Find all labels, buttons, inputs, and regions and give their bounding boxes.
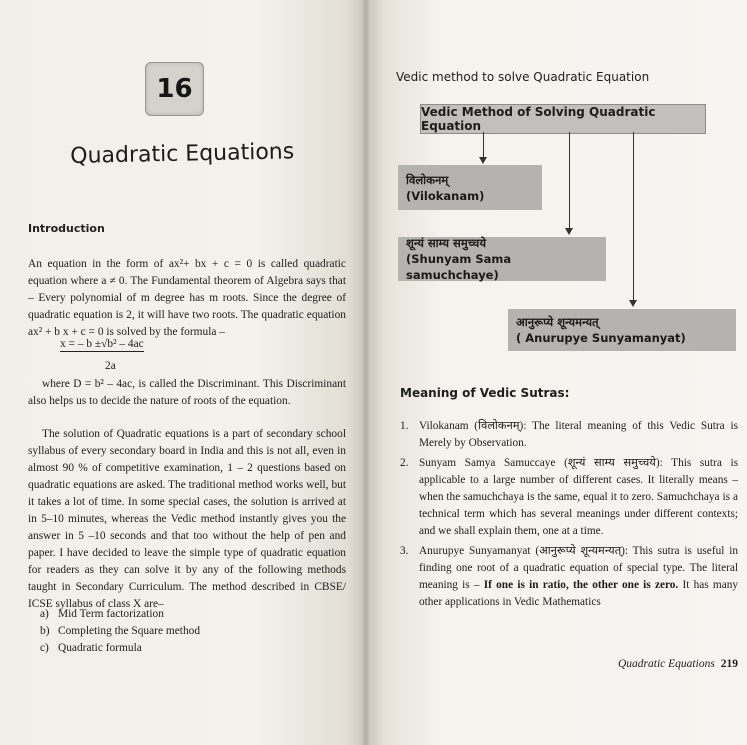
sutra-meanings-list <box>400 418 738 614</box>
flow-title-box <box>420 104 706 134</box>
list-marker: b) <box>40 625 50 637</box>
sutra-sanskrit: विलोकनम् <box>406 172 449 187</box>
list-item <box>400 543 738 611</box>
meaning-heading: Meaning of Vedic Sutras: <box>400 386 570 400</box>
page-number: 219 <box>720 658 739 670</box>
sutra-sanskrit: आनुरूप्ये शून्यमन्यत् <box>516 315 599 329</box>
formula-text: x = – b ±√b² – 4ac <box>60 338 144 350</box>
sutra-box-vilokanam <box>398 165 542 210</box>
list-marker: a) <box>40 608 49 620</box>
flow-title: Vedic Method of Solving Quadratic Equation <box>421 105 656 133</box>
discriminant-paragraph: where D = b² – 4ac, is called the Discriminant. This Discriminant also helps us to decide the nature of roots of the equation. <box>28 378 346 407</box>
chapter-number-box <box>145 62 204 116</box>
list-item <box>40 623 200 640</box>
connector-line <box>483 132 484 158</box>
connector-line <box>633 132 634 301</box>
arrow-down-icon <box>629 300 637 307</box>
list-text: Quadratic formula <box>58 642 142 654</box>
list-number: 2. <box>400 457 409 469</box>
sutra-latin: (Vilokanam) <box>406 188 485 203</box>
methods-list <box>40 606 200 657</box>
sutra-sanskrit: शून्यं साम्य समुच्चये <box>406 236 487 250</box>
chapter-title: Quadratic Equations <box>70 139 295 169</box>
list-item <box>400 418 738 452</box>
list-item <box>400 455 738 540</box>
sutra-box-anurupye <box>508 309 736 351</box>
formula-numerator <box>60 338 144 350</box>
section-heading: Introduction <box>28 222 105 235</box>
list-text-part: Anurupye Sunyamanyat (आनुरूप्ये शून्यमन्यत्): This sutra is useful in finding one root of a quadratic equation of special type. The literal meaning is – <box>419 545 738 591</box>
list-text-part: It has many other applications in Vedic Mathematics <box>419 579 738 608</box>
footer-title: Quadratic Equations <box>618 658 715 670</box>
list-item <box>40 606 200 623</box>
list-number: 3. <box>400 545 409 557</box>
right-page-heading: Vedic method to solve Quadratic Equation <box>396 70 650 84</box>
solution-paragraph: The solution of Quadratic equations is a part of secondary school syllabus of every secondary board in India and this is not all, even in almost 90 % of competitive examination, 1 – 2 questions based on quadratic equations are asked. The traditional method works well, but it takes a lot of time. In some special cases, the solution is arrived at in 5–10 minutes, whereas the Vedic method instantly gives you the answer in 5 –10 seconds and that too without the help of pen and paper. I have decided to leave the simple type of quadratic equation for readers as they can solve it by any of the following methods taught in Secondary Curriculum. The method described in CBSE/ ICSE syllabus of class X are– <box>28 428 346 610</box>
sutra-box-shunyam <box>398 237 606 281</box>
page-footer <box>618 658 738 670</box>
arrow-down-icon <box>479 157 487 164</box>
chapter-number: 16 <box>156 74 193 104</box>
list-item <box>40 640 200 657</box>
arrow-down-icon <box>565 228 573 235</box>
list-text: Sunyam Samya Samuccaye (शून्यं साम्य समुच्चये): This sutra is applicable to a large number of different cases. It literally means –when the samuchchaya is the same, equal it to zero. Samuchchaya is a technical term which has several meanings under different contexts; and we shall explain them, one at a time. <box>419 457 738 537</box>
list-text: Completing the Square method <box>58 625 201 637</box>
sutra-latin: (Shunyam Sama samuchchaye) <box>406 252 512 282</box>
book-spine <box>360 0 372 745</box>
connector-line <box>569 132 570 229</box>
formula-denominator: 2a <box>105 360 116 372</box>
list-text-bold: If one is in ratio, the other one is zero. <box>483 579 679 591</box>
list-marker: c) <box>40 642 49 654</box>
list-text <box>419 543 738 611</box>
list-text: Mid Term factorization <box>58 608 164 620</box>
intro-paragraph: An equation in the form of ax²+ bx + c = 0 is called quadratic equation where a ≠ 0. The Fundamental theorem of Algebra says that – Every polynomial of m degree has m roots. Since the degree of quadratic equation is 2, it will have two roots. The quadratic equation ax² + b x + c = 0 is solved by the formula – <box>28 258 346 338</box>
list-number: 1. <box>400 420 409 432</box>
list-text: Vilokanam (विलोकनम्): The literal meaning of this Vedic Sutra is Merely by Observation. <box>419 420 738 449</box>
sutra-latin: ( Anurupye Sunyamanyat) <box>516 331 686 345</box>
